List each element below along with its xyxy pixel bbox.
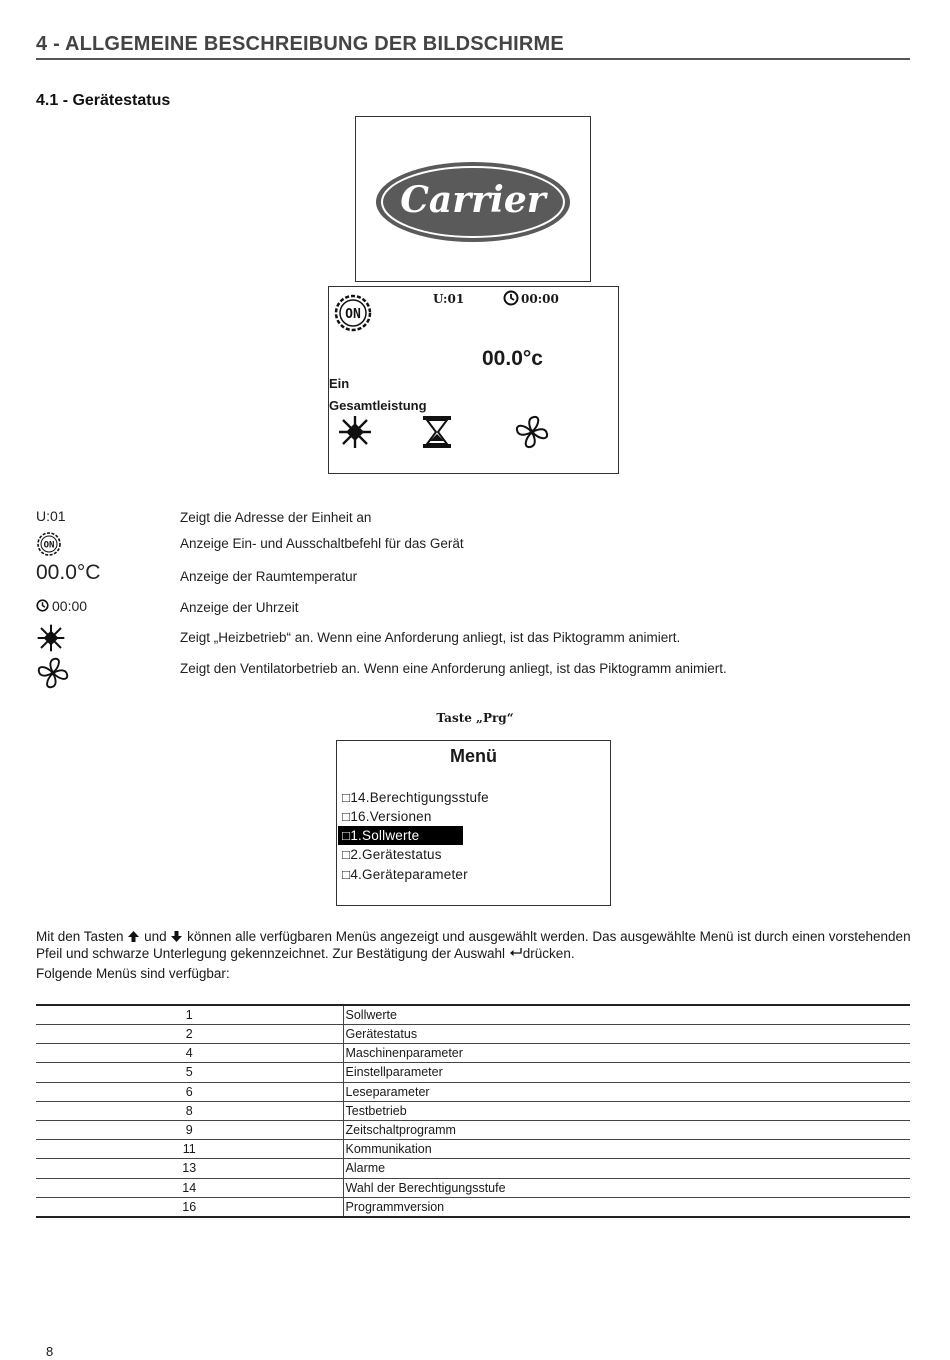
menu-number: 5	[36, 1063, 343, 1082]
unit-state: Ein	[329, 376, 350, 391]
power-on-icon	[36, 532, 62, 556]
legend-symbol-on: ON	[43, 540, 55, 551]
menu-title: Menü	[450, 746, 497, 766]
clock-time: 00:00	[521, 292, 559, 306]
arrow-down-icon	[170, 930, 183, 943]
menu-item[interactable]: □2.Gerätestatus	[342, 847, 442, 862]
menu-item-selected[interactable]: □1.Sollwerte	[338, 826, 463, 845]
carrier-logo	[356, 117, 592, 283]
clock-icon	[36, 599, 49, 612]
legend-text: Anzeige der Raumtemperatur	[180, 569, 358, 584]
legend-text: Zeigt die Adresse der Einheit an	[180, 510, 372, 525]
menu-number: 14	[36, 1178, 343, 1197]
menu-name: Leseparameter	[343, 1082, 910, 1101]
menu-number: 6	[36, 1082, 343, 1101]
menu-name: Maschinenparameter	[343, 1044, 910, 1063]
paragraph-text: Mit den Tasten	[36, 929, 128, 944]
menu-number: 11	[36, 1140, 343, 1159]
legend-symbol-unit: U:01	[36, 508, 66, 524]
legend-row	[36, 656, 916, 684]
menu-item[interactable]: □16.Versionen	[342, 809, 432, 824]
table-row	[36, 1120, 910, 1139]
menu-name: Kommunikation	[343, 1140, 910, 1159]
table-row	[36, 1178, 910, 1197]
legend-row	[36, 506, 916, 534]
table-row	[36, 1159, 910, 1178]
menu-name: Wahl der Berechtigungsstufe	[343, 1178, 910, 1197]
fan-icon	[36, 656, 70, 690]
logo-frame	[355, 116, 591, 282]
paragraph-text: können alle verfügbaren Menüs angezeigt und ausgewählt werden. Das ausgewählte Menü ist durch einen vorstehenden Pfeil und schwarze Unterlegung gekennzeichnet. Zur Bestätigung der Auswahl	[36, 929, 911, 961]
paragraph-text: und	[140, 929, 171, 944]
menu-item[interactable]: □14.Berechtigungsstufe	[342, 790, 489, 805]
operation-mode: Gesamtleistung	[329, 398, 427, 413]
table-row	[36, 1044, 910, 1063]
menu-name: Programmversion	[343, 1197, 910, 1217]
legend-text: Zeigt „Heizbetrieb“ an. Wenn eine Anforderung anliegt, ist das Piktogramm animiert.	[180, 630, 681, 645]
power-on-icon	[333, 293, 373, 333]
menu-name: Zeitschaltprogramm	[343, 1120, 910, 1139]
paragraph-text: drücken.	[522, 946, 575, 961]
arrow-up-icon	[127, 930, 140, 943]
legend-text: Zeigt den Ventilatorbetrieb an. Wenn eine Anforderung anliegt, ist das Piktogramm animiert.	[180, 661, 727, 676]
menu-number: 4	[36, 1044, 343, 1063]
menus-table	[36, 1004, 910, 1218]
table-row	[36, 1025, 910, 1044]
subsection-heading: 4.1 - Gerätestatus	[36, 92, 171, 109]
menu-number: 8	[36, 1101, 343, 1120]
hourglass-icon	[420, 414, 454, 450]
table-row	[36, 1063, 910, 1082]
menu-item[interactable]: □4.Geräteparameter	[342, 867, 468, 882]
clock-icon	[503, 290, 519, 306]
legend-row	[36, 596, 916, 624]
table-row	[36, 1197, 910, 1217]
enter-icon	[509, 947, 523, 958]
legend-row	[36, 623, 916, 651]
menus-intro: Folgende Menüs sind verfügbar:	[36, 966, 230, 981]
menu-name: Gerätestatus	[343, 1025, 910, 1044]
power-on-label: ON	[345, 307, 361, 322]
instruction-paragraph	[36, 928, 912, 962]
menu-number: 9	[36, 1120, 343, 1139]
table-row	[36, 1140, 910, 1159]
legend-row	[36, 561, 916, 589]
menu-name: Testbetrieb	[343, 1101, 910, 1120]
legend-text: Anzeige Ein- und Ausschaltbefehl für das Gerät	[180, 536, 464, 551]
menu-name: Einstellparameter	[343, 1063, 910, 1082]
legend-row	[36, 532, 916, 560]
table-row	[36, 1082, 910, 1101]
table-row	[36, 1005, 910, 1025]
menu-number: 1	[36, 1005, 343, 1025]
logo-text: Carrier	[400, 179, 546, 221]
table-row	[36, 1101, 910, 1120]
unit-address: U:01	[433, 292, 465, 306]
legend-text: Anzeige der Uhrzeit	[180, 600, 299, 615]
legend-symbol-temperature: 00.0°C	[36, 561, 101, 584]
menu-name: Sollwerte	[343, 1005, 910, 1025]
page-number: 8	[46, 1344, 54, 1359]
section-heading: 4 - ALLGEMEINE BESCHREIBUNG DER BILDSCHIRME	[36, 33, 910, 60]
sun-icon	[337, 414, 373, 450]
status-screen	[328, 286, 619, 474]
legend-symbol-time: 00:00	[52, 598, 88, 614]
menu-name: Alarme	[343, 1159, 910, 1178]
sun-icon	[36, 623, 66, 653]
prg-key-label: Taste „Prg“	[436, 711, 514, 725]
menu-number: 16	[36, 1197, 343, 1217]
menu-screen	[336, 740, 611, 906]
room-temperature: 00.0°c	[482, 347, 543, 370]
menu-number: 13	[36, 1159, 343, 1178]
menu-number: 2	[36, 1025, 343, 1044]
fan-icon	[514, 414, 550, 450]
